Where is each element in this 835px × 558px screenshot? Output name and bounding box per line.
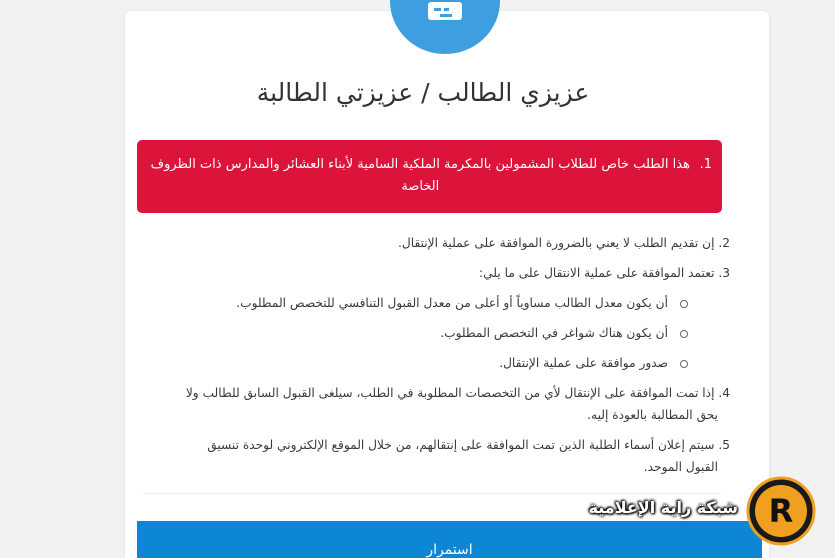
instructions-list [142,0,730,558]
sub-item-2 [440,326,688,340]
continue-button[interactable]: استمرار [137,521,762,558]
alert-number: 1. [699,157,712,172]
divider [142,493,722,494]
circle-bullet-icon [680,360,688,368]
sub-item-1 [236,296,688,310]
list-item-4-line-2: يحق المطالبة بالعودة إليه. [587,408,718,422]
sub-item-3-text: صدور موافقة على عملية الإنتقال. [499,356,668,370]
list-item-3: 3. تعتمد الموافقة على عملية الانتقال على ما يلي: [479,266,730,280]
page-title: عزيزي الطالب / عزيزتي الطالبة [256,78,590,107]
list-item-5-line-1: 5. سيتم إعلان أسماء الطلبة الذين تمت الموافقة على إنتقالهم، من خلال الموقع الإلكتروني لوحدة تنسيق [207,438,730,452]
watermark-text: شبكة راية الإعلامية [588,498,738,517]
circle-bullet-icon [680,300,688,308]
sub-item-3 [499,356,688,370]
circle-bullet-icon [680,330,688,338]
alert-text: هذا الطلب خاص للطلاب المشمولين بالمكرمة الملكية السامية لأبناء العشائر والمدارس ذات الظروف الخاصة [150,157,690,194]
list-item-4-line-1: 4. إذا تمت الموافقة على الإنتقال لأي من التخصصات المطلوبة في الطلب، سيلغى القبول السابق للطالب ولا [185,386,730,400]
logo-letter: R [768,492,794,530]
sub-item-2-text: أن يكون هناك شواغر في التخصص المطلوب. [440,326,668,340]
list-item-2: 2. إن تقديم الطلب لا يعني بالضرورة الموافقة على عملية الإنتقال. [398,236,730,250]
list-item-5-line-2: القبول الموحد. [643,460,718,474]
raya-logo-icon [746,476,816,546]
sub-item-1-text: أن يكون معدل الطالب مساوياً أو أعلى من معدل القبول التنافسي للتخصص المطلوب. [236,296,668,310]
